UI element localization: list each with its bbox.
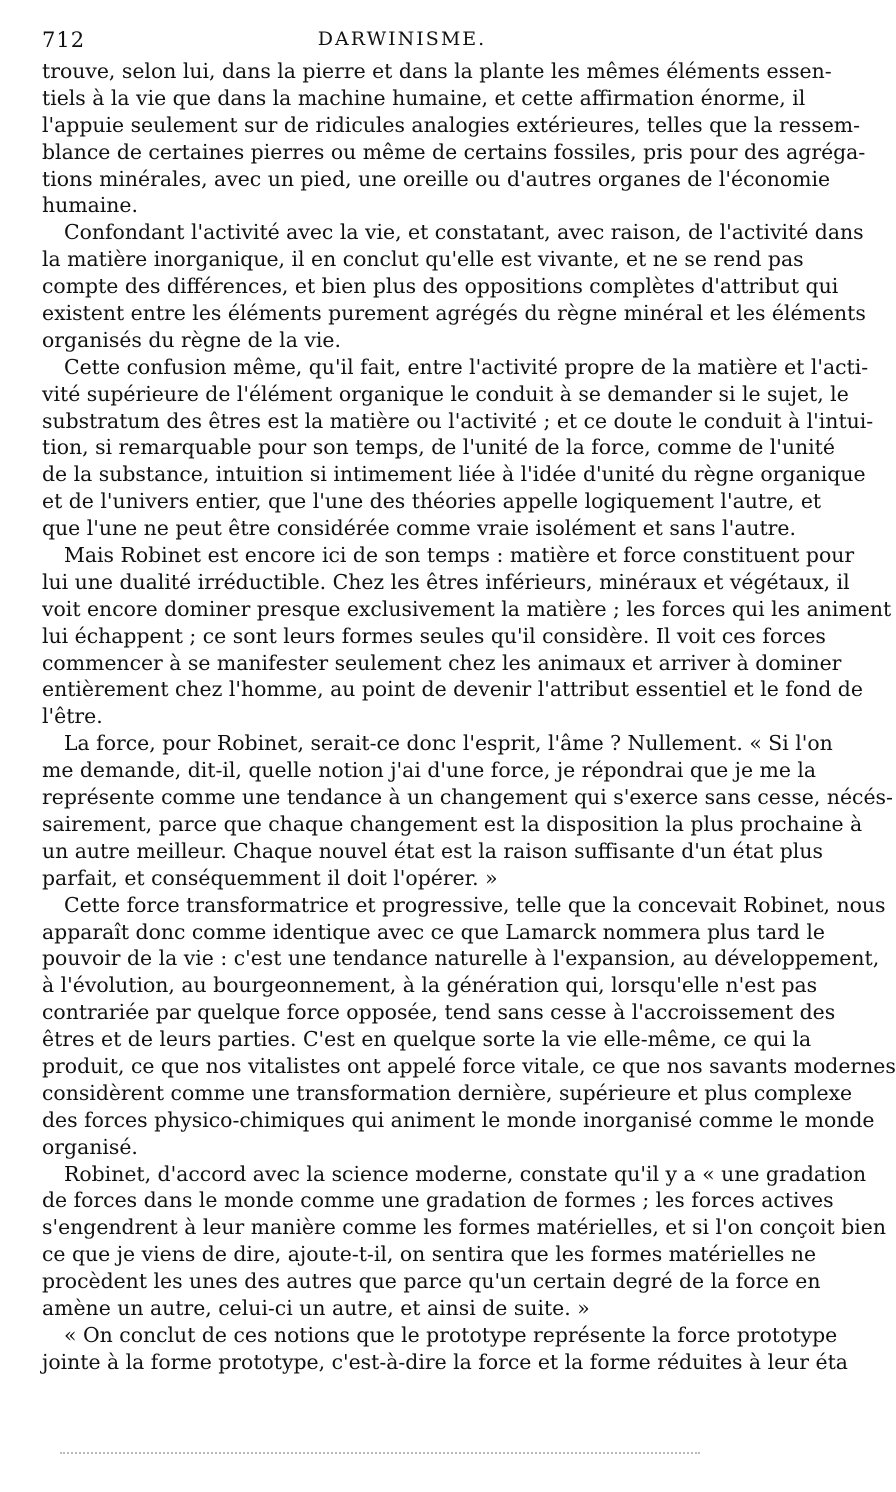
text-line: que l'une ne peut être considérée comme vraie isolément et sans l'autre. xyxy=(42,516,796,541)
text-line: Robinet, d'accord avec la science moderne, constate qu'il y a « une gradation xyxy=(64,1161,867,1186)
text-line: produit, ce que nos vitalistes ont appelé force vitale, ce que nos savants modernes xyxy=(42,1053,896,1078)
text-line: voit encore dominer presque exclusivement la matière ; les forces qui les animent xyxy=(42,596,892,621)
text-line: et de l'univers entier, que l'une des théories appelle logiquement l'autre, et xyxy=(42,489,822,514)
text-line: représente comme une tendance à un changement qui s'exerce sans cesse, nécés- xyxy=(42,785,893,810)
text-line: compte des différences, et bien plus des oppositions complètes d'attribut qui xyxy=(42,274,839,299)
text-line: commencer à se manifester seulement chez les animaux et arriver à dominer xyxy=(42,650,842,675)
text-line: organisés du règne de la vie. xyxy=(42,327,341,352)
text-line: tiels à la vie que dans la machine humaine, et cette affirmation énorme, il xyxy=(42,85,806,110)
text-line: pouvoir de la vie : c'est une tendance naturelle à l'expansion, au développement, xyxy=(42,946,880,971)
text-line: de la substance, intuition si intimement liée à l'idée d'unité du règne organique xyxy=(42,462,866,487)
text-line: considèrent comme une transformation dernière, supérieure et plus complexe xyxy=(42,1080,853,1105)
page-number: 712 xyxy=(42,28,86,52)
text-line: contrariée par quelque force opposée, tend sans cesse à l'accroissement des xyxy=(42,1000,836,1025)
text-line: l'être. xyxy=(42,704,103,729)
text-line: s'engendrent à leur manière comme les formes matérielles, et si l'on conçoit bien xyxy=(42,1215,887,1240)
text-line: me demande, dit-il, quelle notion j'ai d'une force, je répondrai que je me la xyxy=(42,758,817,783)
text-line: lui une dualité irréductible. Chez les êtres inférieurs, minéraux et végétaux, il xyxy=(42,569,850,594)
text-line: apparaît donc comme identique avec ce que Lamarck nommera plus tard le xyxy=(42,919,825,944)
text-line: êtres et de leurs parties. C'est en quelque sorte la vie elle-même, ce qui la xyxy=(42,1027,812,1052)
text-line: Cette confusion même, qu'il fait, entre l'activité propre de la matière et l'acti- xyxy=(64,354,869,379)
text-line: de forces dans le monde comme une gradation de formes ; les forces actives xyxy=(42,1188,834,1213)
text-line: Confondant l'activité avec la vie, et constatant, avec raison, de l'activité dans xyxy=(64,220,864,245)
text-line: sairement, parce que chaque changement est la disposition la plus prochaine à xyxy=(42,811,863,836)
text-line: à l'évolution, au bourgeonnement, à la génération qui, lorsqu'elle n'est pas xyxy=(42,973,818,998)
text-line: la matière inorganique, il en conclut qu'elle est vivante, et ne se rend pas xyxy=(42,247,804,272)
text-line: blance de certaines pierres ou même de certains fossiles, pris pour des agréga- xyxy=(42,139,866,164)
footer-dots xyxy=(60,1452,700,1456)
text-line: l'appuie seulement sur de ridicules analogies extérieures, telles que la ressem- xyxy=(42,112,861,137)
text-line: trouve, selon lui, dans la pierre et dans la plante les mêmes éléments essen- xyxy=(42,59,832,83)
text-line: des forces physico-chimiques qui animent le monde inorganisé comme le monde xyxy=(42,1107,875,1132)
text-line: entièrement chez l'homme, au point de devenir l'attribut essentiel et le fond de xyxy=(42,677,863,702)
text-line: humaine. xyxy=(42,193,138,218)
text-line: organisé. xyxy=(42,1134,138,1159)
text-line: parfait, et conséquemment il doit l'opérer. » xyxy=(42,865,498,890)
text-line: lui échappent ; ce sont leurs formes seules qu'il considère. Il voit ces forces xyxy=(42,623,826,648)
text-line: tions minérales, avec un pied, une oreille ou d'autres organes de l'économie xyxy=(42,166,831,191)
text-line: existent entre les éléments purement agrégés du règne minéral et les éléments xyxy=(42,301,866,326)
text-line: La force, pour Robinet, serait-ce donc l'esprit, l'âme ? Nullement. « Si l'on xyxy=(64,731,833,756)
text-line: Cette force transformatrice et progressive, telle que la concevait Robinet, nous xyxy=(64,892,886,917)
text-line: procèdent les unes des autres que parce qu'un certain degré de la force en xyxy=(42,1269,821,1294)
page-header xyxy=(42,28,762,56)
text-line: ce que je viens de dire, ajoute-t-il, on sentira que les formes matérielles ne xyxy=(42,1242,817,1267)
text-line: un autre meilleur. Chaque nouvel état est la raison suffisante d'un état plus xyxy=(42,838,823,863)
running-head: DARWINISME. xyxy=(317,28,487,50)
body-text xyxy=(42,58,896,1376)
text-line: substratum des êtres est la matière ou l'activité ; et ce doute le conduit à l'intui- xyxy=(42,408,874,433)
text-line: jointe à la forme prototype, c'est-à-dire la force et la forme réduites à leur éta xyxy=(42,1349,848,1374)
text-line: vité supérieure de l'élément organique le conduit à se demander si le sujet, le xyxy=(42,381,849,406)
text-line: tion, si remarquable pour son temps, de l'unité de la force, comme de l'unité xyxy=(42,435,835,460)
text-line: « On conclut de ces notions que le prototype représente la force prototype xyxy=(64,1322,838,1347)
text-line: Mais Robinet est encore ici de son temps : matière et force constituent pour xyxy=(64,543,855,568)
text-line: amène un autre, celui-ci un autre, et ainsi de suite. » xyxy=(42,1295,590,1320)
